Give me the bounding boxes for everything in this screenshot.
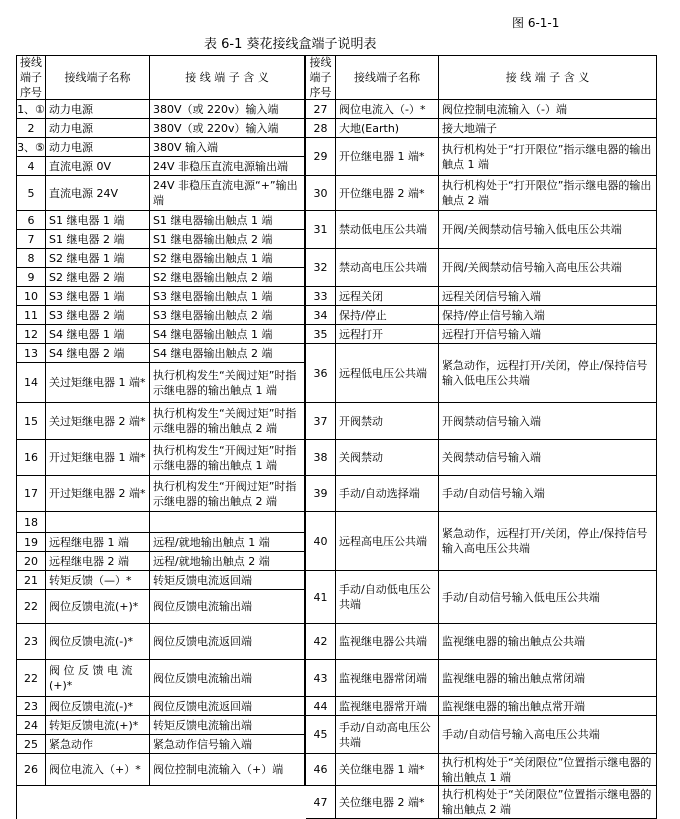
right-terminal-no: 46 [306,754,336,786]
left-terminal-no: 5 [17,176,46,211]
left-terminal-meaning: 24V 非稳压直流电源“+”输出端 [150,176,306,211]
left-terminal-no: 19 [17,533,46,552]
right-terminal-no: 41 [306,571,336,624]
left-terminal-no: 17 [17,476,46,512]
left-terminal-meaning: 阀位反馈电流输出端 [150,660,306,697]
left-terminal-no: 20 [17,552,46,571]
left-terminal-name: 阀位反馈电流(-)* [46,697,150,716]
terminal-table [16,55,657,819]
left-terminal-no: 22 [17,590,46,624]
right-terminal-meaning: 开阀禁动信号输入端 [439,403,657,440]
left-terminal-no: 11 [17,306,46,325]
left-terminal-name: S2 继电器 2 端 [46,268,150,287]
right-terminal-meaning: 监视继电器的输出触点常开端 [439,697,657,716]
right-terminal-name: 手动/自动高电压公共端 [336,716,439,754]
left-terminal-name: 阀 位 反 馈 电 流(+)* [46,660,150,697]
right-terminal-name: 远程打开 [336,325,439,344]
left-terminal-name: 开过矩继电器 2 端* [46,476,150,512]
left-terminal-name: S3 继电器 1 端 [46,287,150,306]
right-terminal-name: 开阀禁动 [336,403,439,440]
right-terminal-no: 36 [306,344,336,403]
left-terminal-meaning: 380V 输入端 [150,138,306,157]
left-terminal-no: 2 [17,119,46,138]
right-terminal-no: 31 [306,211,336,249]
left-terminal-no: 8 [17,249,46,268]
left-terminal-meaning: 执行机构发生“开阀过矩”时指示继电器的输出触点 2 端 [150,476,306,512]
right-terminal-no: 42 [306,624,336,660]
right-header-meaning: 接 线 端 子 含 义 [439,56,657,100]
right-terminal-meaning: 手动/自动信号输入低电压公共端 [439,571,657,624]
right-terminal-meaning: 执行机构处于“打开限位”指示继电器的输出触点 1 端 [439,138,657,176]
right-terminal-name: 监视继电器公共端 [336,624,439,660]
right-terminal-no: 44 [306,697,336,716]
right-terminal-no: 37 [306,403,336,440]
right-terminal-meaning: 手动/自动信号输入高电压公共端 [439,716,657,754]
right-terminal-name: 手动/自动低电压公共端 [336,571,439,624]
right-terminal-name: 开位继电器 1 端* [336,138,439,176]
right-terminal-name: 远程关闭 [336,287,439,306]
left-terminal-name: 直流电源 24V [46,176,150,211]
right-header-no: 接线端子序号 [306,56,336,100]
left-header-meaning: 接 线 端 子 含 义 [150,56,306,100]
right-terminal-meaning: 开阀/关阀禁动信号输入高电压公共端 [439,249,657,287]
left-terminal-meaning: 远程/就地输出触点 2 端 [150,552,306,571]
left-terminal-meaning: 执行机构发生“关阀过矩”时指示继电器的输出触点 1 端 [150,363,306,403]
left-terminal-no: 13 [17,344,46,363]
left-terminal-no: 15 [17,403,46,440]
left-terminal-name: S2 继电器 1 端 [46,249,150,268]
left-terminal-meaning: 380V（或 220v）输入端 [150,119,306,138]
left-terminal-meaning: 执行机构发生“开阀过矩”时指示继电器的输出触点 1 端 [150,440,306,476]
right-terminal-no: 34 [306,306,336,325]
left-terminal-name: 动力电源 [46,138,150,157]
left-terminal-meaning: 转矩反馈电流输出端 [150,716,306,735]
right-terminal-name: 远程高电压公共端 [336,512,439,571]
right-terminal-no: 32 [306,249,336,287]
left-terminal-meaning: S1 继电器输出触点 2 端 [150,230,306,249]
right-terminal-meaning: 执行机构处于“关闭限位”位置指示继电器的输出触点 2 端 [439,786,657,819]
left-terminal-name: 阀位电流入（+）* [46,754,150,786]
left-terminal-name: 阀位反馈电流(+)* [46,590,150,624]
right-terminal-name: 大地(Earth) [336,119,439,138]
right-terminal-name: 开位继电器 2 端* [336,176,439,211]
left-terminal-name: 远程继电器 2 端 [46,552,150,571]
right-terminal-name: 监视继电器常闭端 [336,660,439,697]
right-terminal-name: 禁动高电压公共端 [336,249,439,287]
left-terminal-name: S1 继电器 2 端 [46,230,150,249]
right-terminal-no: 40 [306,512,336,571]
right-terminal-meaning: 阀位控制电流输入（-）端 [439,100,657,119]
left-terminal-name: 开过矩继电器 1 端* [46,440,150,476]
left-terminal-no: 10 [17,287,46,306]
left-terminal-name: 动力电源 [46,100,150,119]
right-terminal-no: 27 [306,100,336,119]
left-terminal-meaning: S1 继电器输出触点 1 端 [150,211,306,230]
left-terminal-meaning: S3 继电器输出触点 2 端 [150,306,306,325]
right-terminal-no: 30 [306,176,336,211]
right-terminal-meaning: 关阀禁动信号输入端 [439,440,657,476]
right-terminal-no: 28 [306,119,336,138]
table-caption: 表 6-1 葵花接线盒端子说明表 [204,37,377,52]
left-terminal-meaning: 阀位反馈电流返回端 [150,697,306,716]
right-terminal-meaning: 监视继电器的输出触点常闭端 [439,660,657,697]
right-terminal-meaning: 开阀/关阀禁动信号输入低电压公共端 [439,211,657,249]
left-terminal-name: S3 继电器 2 端 [46,306,150,325]
right-terminal-no: 29 [306,138,336,176]
left-terminal-no: 23 [17,697,46,716]
left-terminal-no: 3、⑤ [17,138,46,157]
right-terminal-no: 33 [306,287,336,306]
left-terminal-no: 1、① [17,100,46,119]
left-terminal-meaning: 转矩反馈电流返回端 [150,571,306,590]
left-terminal-no: 12 [17,325,46,344]
left-terminal-no: 16 [17,440,46,476]
right-terminal-no: 47 [306,786,336,819]
right-terminal-name: 远程低电压公共端 [336,344,439,403]
left-terminal-no: 26 [17,754,46,786]
left-terminal-meaning: 阀位反馈电流返回端 [150,624,306,660]
right-terminal-name: 阀位电流入（-）* [336,100,439,119]
right-terminal-name: 关位继电器 2 端* [336,786,439,819]
right-terminal-no: 39 [306,476,336,512]
left-terminal-meaning: 阀位控制电流输入（+）端 [150,754,306,786]
right-terminal-name: 关位继电器 1 端* [336,754,439,786]
left-terminal-name: 阀位反馈电流(-)* [46,624,150,660]
left-terminal-name: S4 继电器 2 端 [46,344,150,363]
left-terminal-no: 21 [17,571,46,590]
left-terminal-meaning: 执行机构发生“关阀过矩”时指示继电器的输出触点 2 端 [150,403,306,440]
right-terminal-no: 38 [306,440,336,476]
left-terminal-no: 23 [17,624,46,660]
left-terminal-name: S4 继电器 1 端 [46,325,150,344]
left-terminal-meaning: S4 继电器输出触点 2 端 [150,344,306,363]
left-terminal-no: 18 [17,512,46,533]
left-terminal-meaning [150,512,306,533]
left-terminal-meaning: 24V 非稳压直流电源输出端 [150,157,306,176]
left-terminal-no: 24 [17,716,46,735]
left-terminal-meaning: 阀位反馈电流输出端 [150,590,306,624]
left-terminal-meaning: S2 继电器输出触点 1 端 [150,249,306,268]
left-terminal-name: 转矩反馈（—）* [46,571,150,590]
left-terminal-meaning: 380V（或 220v）输入端 [150,100,306,119]
figure-label: 图 6-1-1 [512,16,560,30]
left-terminal-no: 25 [17,735,46,754]
right-terminal-meaning: 手动/自动信号输入端 [439,476,657,512]
left-header-name: 接线端子名称 [46,56,150,100]
left-terminal-meaning: S2 继电器输出触点 2 端 [150,268,306,287]
left-terminal-name: 转矩反馈电流(+)* [46,716,150,735]
right-terminal-meaning: 监视继电器的输出触点公共端 [439,624,657,660]
left-terminal-name: 紧急动作 [46,735,150,754]
left-header-no: 接线端子序号 [17,56,46,100]
right-terminal-name: 关阀禁动 [336,440,439,476]
right-terminal-no: 45 [306,716,336,754]
right-terminal-no: 43 [306,660,336,697]
right-terminal-meaning: 执行机构处于“打开限位”指示继电器的输出触点 2 端 [439,176,657,211]
left-terminal-name: 直流电源 0V [46,157,150,176]
right-terminal-no: 35 [306,325,336,344]
left-terminal-meaning: S4 继电器输出触点 1 端 [150,325,306,344]
right-terminal-name: 保持/停止 [336,306,439,325]
right-terminal-meaning: 紧急动作，远程打开/关闭，停止/保持信号输入低电压公共端 [439,344,657,403]
left-terminal-name: 关过矩继电器 1 端* [46,363,150,403]
left-terminal-no: 4 [17,157,46,176]
left-terminal-no: 9 [17,268,46,287]
right-header-name: 接线端子名称 [336,56,439,100]
right-terminal-name: 禁动低电压公共端 [336,211,439,249]
left-terminal-name: 远程继电器 1 端 [46,533,150,552]
left-terminal-name: 关过矩继电器 2 端* [46,403,150,440]
left-terminal-meaning: 紧急动作信号输入端 [150,735,306,754]
left-terminal-no: 7 [17,230,46,249]
left-terminal-meaning: 远程/就地输出触点 1 端 [150,533,306,552]
left-terminal-no: 6 [17,211,46,230]
right-terminal-meaning: 远程关闭信号输入端 [439,287,657,306]
left-terminal-name [46,512,150,533]
left-terminal-meaning: S3 继电器输出触点 1 端 [150,287,306,306]
right-terminal-meaning: 保持/停止信号输入端 [439,306,657,325]
left-terminal-name: 动力电源 [46,119,150,138]
right-terminal-name: 监视继电器常开端 [336,697,439,716]
right-terminal-meaning: 执行机构处于“关闭限位”位置指示继电器的输出触点 1 端 [439,754,657,786]
left-terminal-no: 14 [17,363,46,403]
right-terminal-meaning: 远程打开信号输入端 [439,325,657,344]
right-terminal-meaning: 接大地端子 [439,119,657,138]
left-terminal-no: 22 [17,660,46,697]
right-terminal-name: 手动/自动选择端 [336,476,439,512]
right-terminal-meaning: 紧急动作，远程打开/关闭，停止/保持信号输入高电压公共端 [439,512,657,571]
left-terminal-name: S1 继电器 1 端 [46,211,150,230]
